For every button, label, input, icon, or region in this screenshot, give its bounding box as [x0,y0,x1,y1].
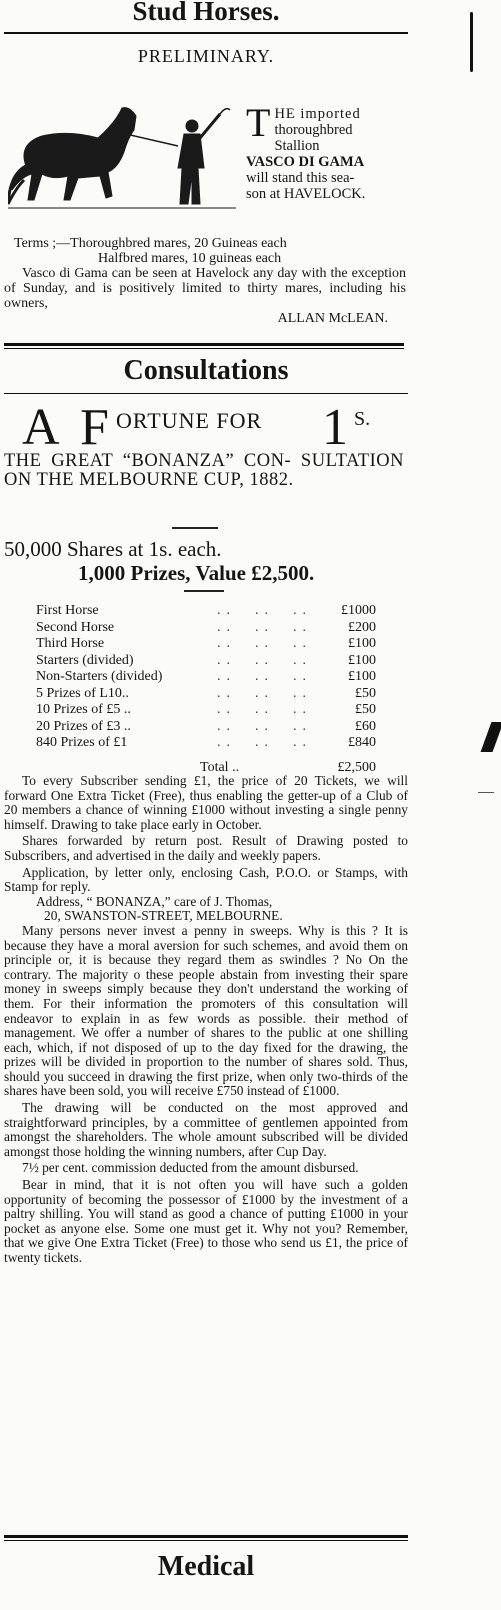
margin-artifact [481,722,501,752]
stud-ad-line: thoroughbred [274,122,353,138]
prize-row [36,636,376,653]
prize-name: Second Horse [36,619,115,635]
prize-row [36,669,376,686]
stud-ad-line: HE imported [274,106,361,122]
divider [4,393,408,394]
horse-illustration [8,104,236,214]
prize-name: First Horse [36,603,99,618]
leader-dots: .. .. .. [217,619,312,635]
leader-dots: .. .. .. [217,735,312,750]
prize-amount: £50 [355,685,376,701]
consult-body-1 [0,774,412,1266]
prize-row [36,603,376,620]
prizes-value-line: 1,000 Prizes, Value £2,500. [78,561,315,585]
prize-row [36,735,376,752]
divider [4,32,408,34]
consultation-subtitle: THE GREAT “BONANZA” CON- SULTATION ON THE MELBOURNE CUP, 1882. [4,451,404,490]
short-rule [184,590,224,592]
prize-amount: £100 [348,669,376,684]
address-line-2: 20, SWANSTON-STREET, MELBOURNE. [44,908,283,924]
prize-amount: £50 [355,702,376,717]
handler-head [186,120,198,132]
stud-terms [0,236,410,326]
paragraph: 7½ per cent. commission deducted from the amount disbursed. [22,1160,359,1176]
medical-heading: Medical [157,1551,255,1582]
stud-ad-line: son at HAVELOCK. [246,186,366,202]
short-rule [172,527,218,529]
prize-amount: £1000 [341,603,376,618]
paragraph: The drawing will be conducted on the most approved and straightforward principles, by a committee of gentlemen appointed from amongst the shareholders. The whole amount subscribed will be divided amongst those holding the winning numbers, after Cup Day. [4,1100,408,1159]
fortune-s: S. [354,408,371,430]
terms-line-2: Halfbred mares, 10 guineas each [98,251,282,266]
paragraph: Bear in mind, that it is not often you will have such a golden opportunity of becoming the possessor of £1000 by the investment of a paltry shilling. You will stand as good a chance of putting £1000 in your pocket as anyone else. Some one must get it. Why not you? Remember, that we give One Extra Ticket (Free) to those who send us £1, the price of twenty tickets. [4,1177,408,1265]
leader-dots: .. .. .. [217,702,312,717]
double-rule [4,343,404,349]
prize-amount: £100 [348,636,376,651]
leader-dots: .. .. .. [217,718,312,734]
margin-artifact [470,12,473,72]
prize-name: 840 Prizes of £1 [36,735,128,750]
prize-row [36,719,376,736]
leader-dots: .. .. .. [217,669,312,684]
prize-row [36,653,376,670]
prize-name: Non-Starters (divided) [36,669,163,684]
prize-row [36,702,376,719]
double-rule [4,1535,408,1541]
prize-amount: £200 [348,619,376,635]
stud-subheading: PRELIMINARY. [137,46,275,66]
fortune-headline [22,400,412,456]
margin-artifact [478,792,494,793]
paragraph: To every Subscriber sending £1, the price of 20 Tickets, we will forward One Extra Ticket (Free), thus enabling the getter-up of a Club of 20 members a chance of winning £1000 without investing a single penny himself. Drawing to take place early in October. [4,773,408,832]
stud-signature: ALLAN McLEAN. [277,311,388,326]
leader-dots: .. .. .. [217,652,312,668]
leader-dots: .. .. .. [217,685,312,701]
fortune-f: F [80,399,109,456]
fortune-one: 1 [322,399,348,456]
prize-row [36,620,376,637]
prize-amount: £60 [355,718,376,734]
leader-dots: .. .. .. [217,636,312,651]
prize-name: Third Horse [36,636,105,651]
stud-notice: Vasco di Gama can be seen at Havelock any day with the exception of Sunday, and is positively limited to thirty mares, including his owners, [4,266,406,311]
handler-body [178,134,204,204]
stud-ad-block [246,100,406,202]
address-line-1: Address, “ BONANZA,” care of J. Thomas, [36,893,273,909]
prize-name: 10 Prizes of £5 .. [36,702,131,717]
stud-ad-line: Stallion [274,138,320,154]
paragraph: Shares forwarded by return post. Result of Drawing posted to Subscribers, and advertised in the daily and weekly papers. [4,833,408,863]
horse-body [12,108,136,200]
prize-amount: £100 [348,652,376,668]
leader-dots: .. .. .. [217,603,312,618]
stud-ad-line: will stand this sea- [246,170,355,186]
total-amount: £2,500 [337,760,376,775]
prize-name: Starters (divided) [36,652,134,668]
prize-amount: £840 [348,735,376,750]
terms-line-1: Terms ;—Thoroughbred mares, 20 Guineas each [14,236,287,251]
stud-ad-line: VASCO DI GAMA [246,154,365,170]
prize-name: 5 Prizes of L10.. [36,685,129,701]
prize-table [36,603,376,752]
fortune-rest: ORTUNE FOR [116,408,263,433]
prize-name: 20 Prizes of £3 .. [36,718,131,734]
dropcap-t: T [246,100,271,145]
shares-line: 50,000 Shares at 1s. each. [4,537,222,561]
total-label: Total .. [200,760,240,775]
consultations-heading: Consultations [123,355,289,386]
paragraph: Many persons never invest a penny in sweeps. Why is this ? It is because they have a moral aversion for such schemes, and avoid them on principle or, it is because they regard them as swindles ? No On the contrary. The majority o these people abstain from investing their spare money in sweeps simply because they don't understand the working of them. For their information the promoters of this consultation will endeavor to explain in as few words as possible. their method of management. We offer a number of shares to the public at one shilling each, which, if not disposed of up to the day fixed for the drawing, the prizes will be divided in proportion to the number of shares sold. Thus, should you succeed in drawing the first prize, when only two-thirds of the shares have been sold, you will receive £750 instead of £1000. [4,922,408,1099]
fortune-a: A [22,399,60,456]
stud-heading: Stud Horses. [132,0,280,26]
paragraph: Application, by letter only, enclosing Cash, P.O.O. or Stamps, with Stamp for reply. [4,864,408,895]
prize-row [36,686,376,703]
